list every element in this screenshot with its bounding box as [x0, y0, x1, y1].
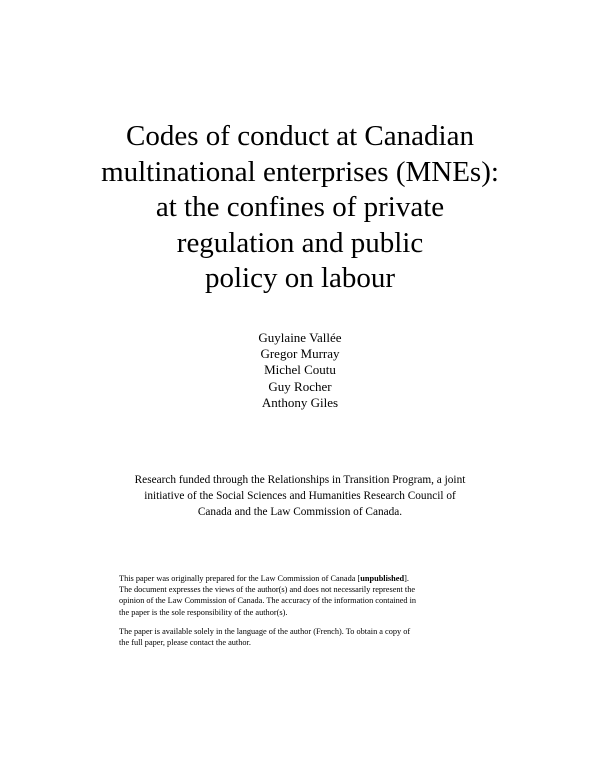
notice-line: The document expresses the views of the author(s) and does not necessarily represent the: [119, 585, 416, 595]
title-line: regulation and public: [176, 226, 424, 259]
author-name: Guy Rocher: [268, 378, 332, 394]
title-line: multinational enterprises (MNEs):: [101, 155, 499, 188]
notice-text: ].: [404, 574, 409, 583]
notice-line: opinion of the Law Commission of Canada. The accuracy of the information contained in: [119, 596, 417, 606]
notice-line: The paper is available solely in the language of the author (French). To obtain a copy of: [119, 626, 411, 636]
disclaimer-notice: [119, 573, 539, 648]
notice-line: the full paper, please contact the author.: [119, 638, 251, 648]
funding-line: Research funded through the Relationships in Transition Program, a joint: [134, 474, 466, 486]
paragraph-gap: [119, 618, 539, 626]
notice-line: the paper is the sole responsibility of the author(s).: [119, 607, 288, 617]
notice-text: This paper was originally prepared for the Law Commission of Canada [: [119, 574, 361, 583]
notice-line: [119, 573, 539, 584]
author-name: Gregor Murray: [260, 346, 340, 362]
title-line: Codes of conduct at Canadian: [126, 120, 474, 152]
author-name: Guylaine Vallée: [258, 330, 342, 345]
document-title: [60, 119, 540, 297]
author-name: Michel Coutu: [264, 362, 336, 378]
author-list: [150, 330, 450, 411]
funding-statement: [80, 472, 520, 520]
funding-line: Canada and the Law Commission of Canada.: [197, 506, 403, 518]
unpublished-label: unpublished: [360, 574, 405, 583]
funding-line: initiative of the Social Sciences and Humanities Research Council of: [144, 490, 456, 502]
title-line: policy on labour: [204, 262, 396, 294]
author-name: Anthony Giles: [261, 394, 339, 410]
title-line: at the confines of private: [155, 191, 445, 223]
